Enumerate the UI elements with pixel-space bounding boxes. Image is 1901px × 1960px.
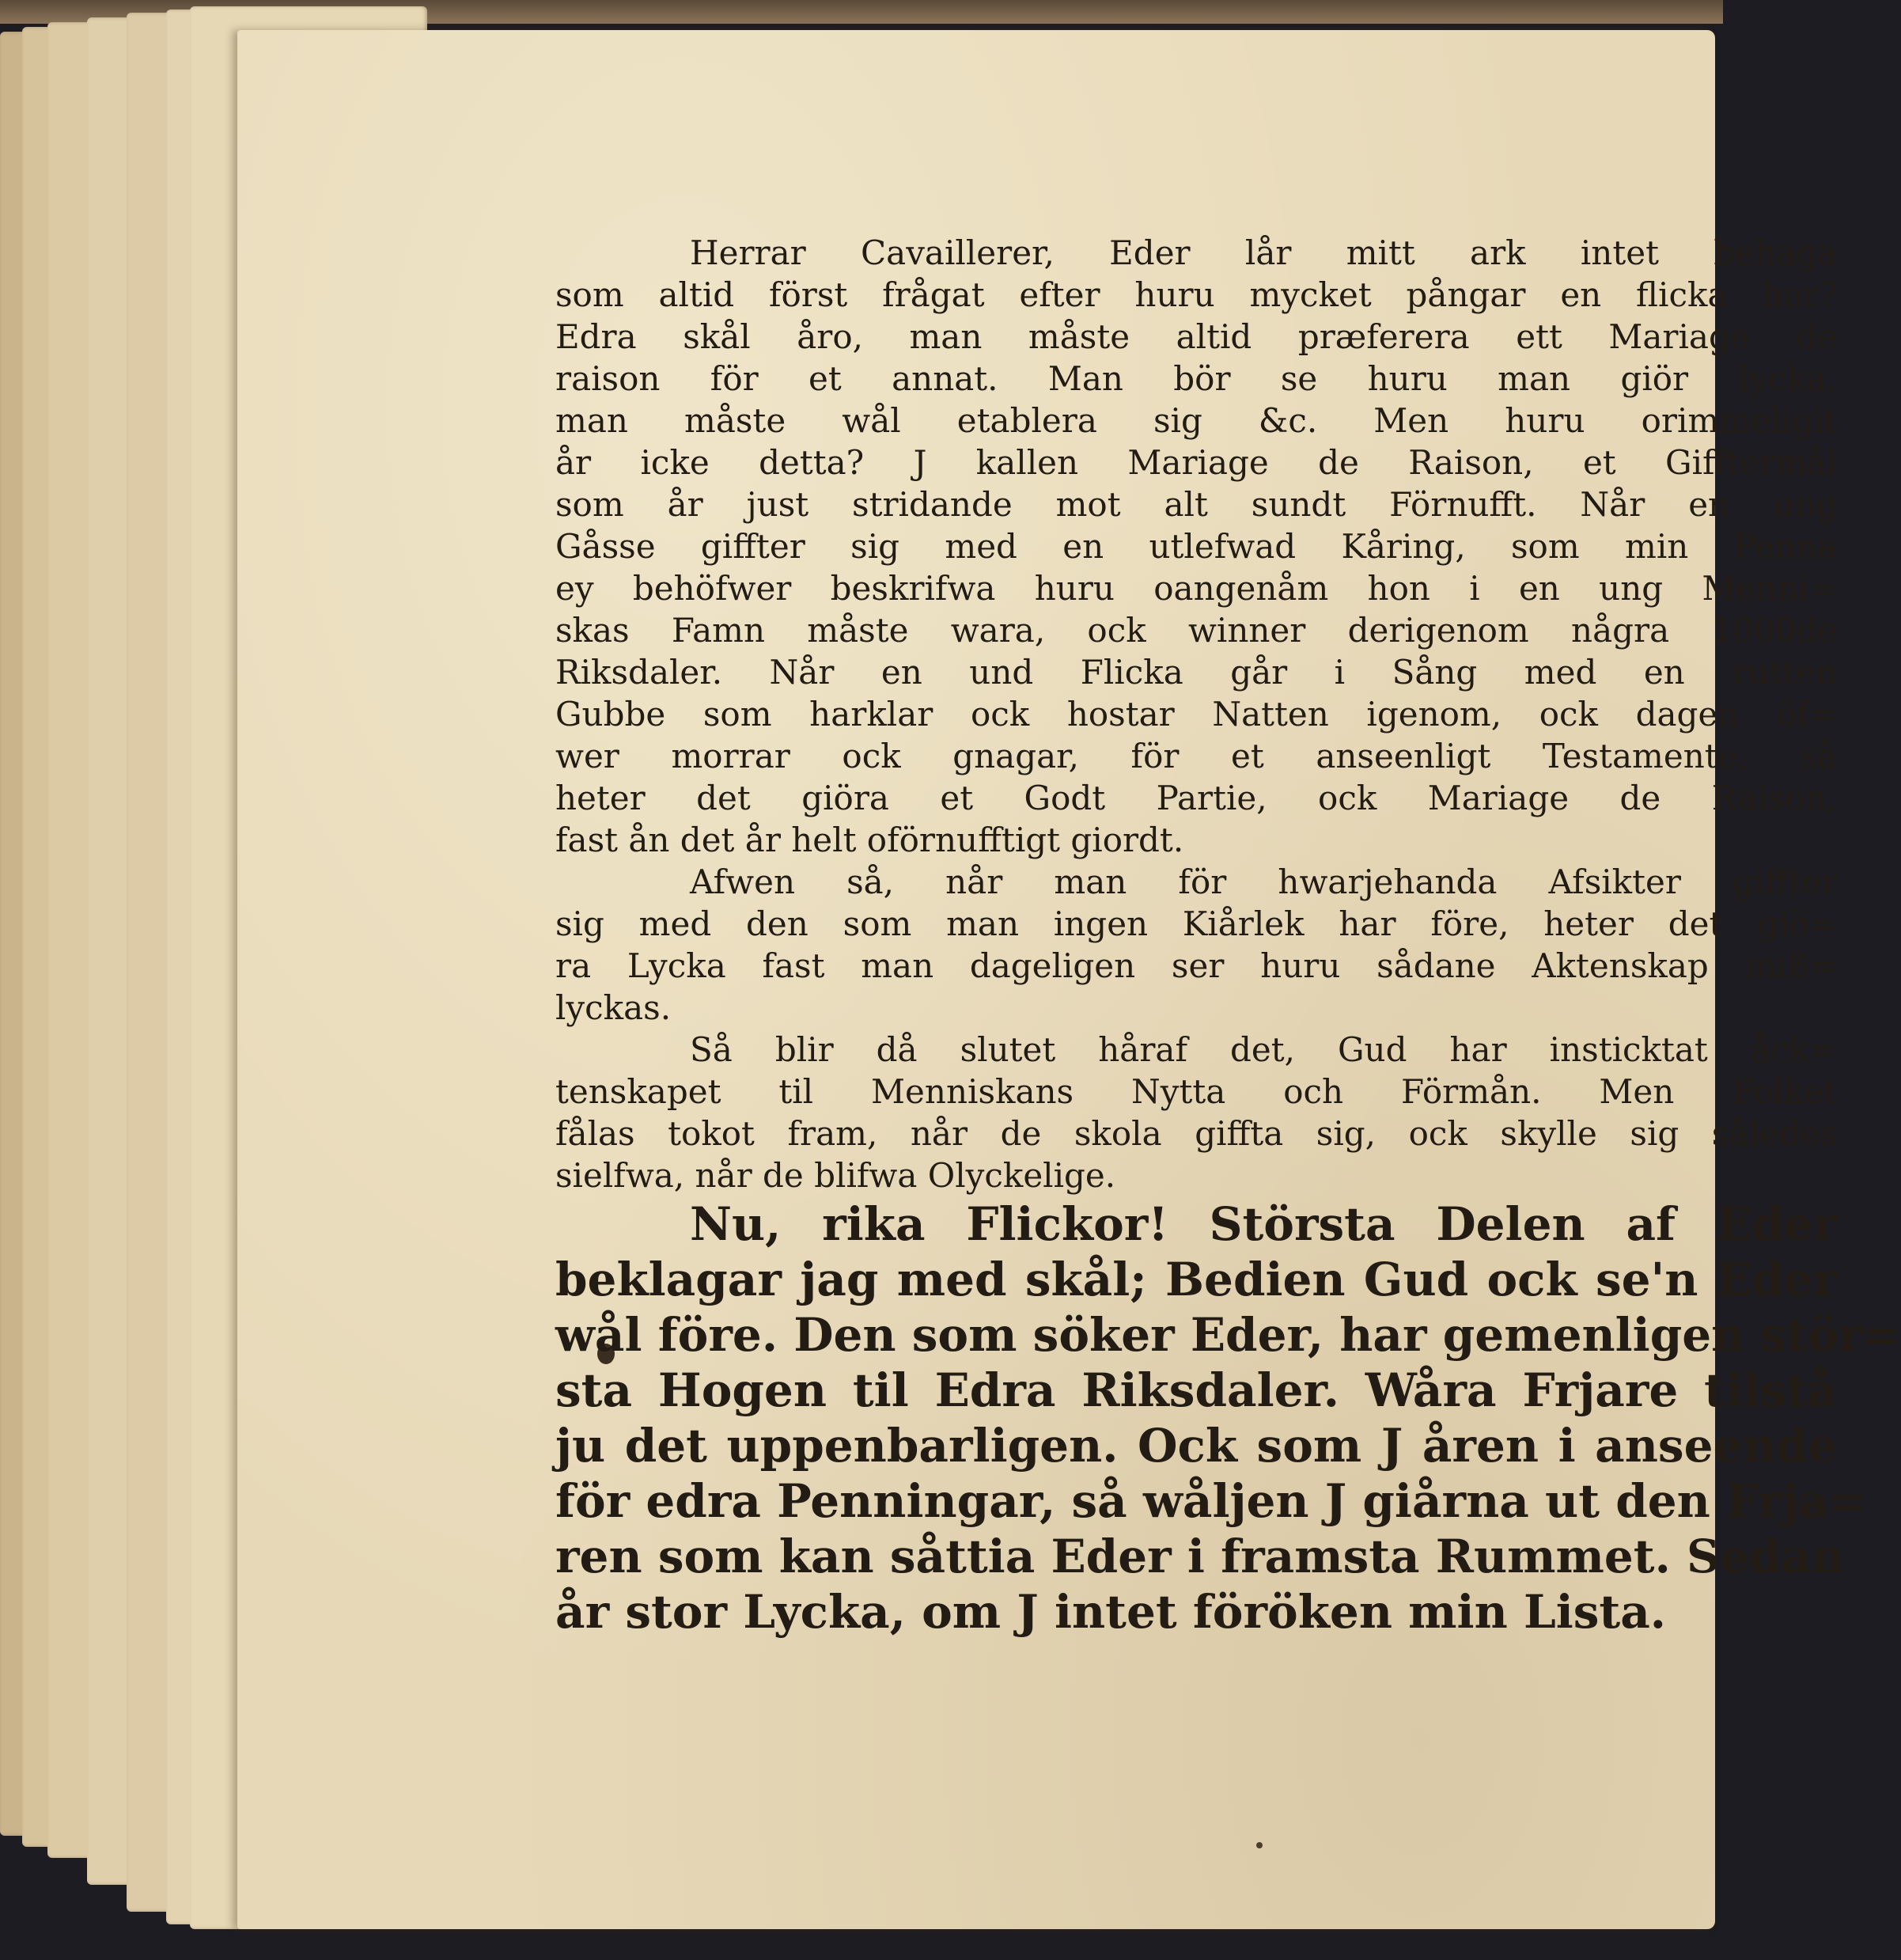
text-line: fålas tokot fram, når de skola giffta sig, ock skylle sig således [555,1114,1837,1153]
text-line: Så blir då slutet håraf det, Gud har insticktat åck= [690,1030,1837,1069]
ink-speck [1256,1842,1263,1848]
text-line: sielfwa, når de blifwa Olyckelige. [555,1156,1116,1195]
text-line: wål före. Den som söker Eder, har gemenligen stör= [555,1308,1901,1362]
text-line: heter det giöra et Godt Partie, ock Mariage de Raison, [555,779,1837,817]
text-line: Nu, rika Flickor! Största Delen af Eder [690,1197,1837,1251]
text-line: år stor Lycka, om J intet föröken min Lista. [555,1585,1666,1639]
text-line: Herrar Cavaillerer, Eder lår mitt ark intet behaga [690,233,1837,272]
text-line: Gåsse giffter sig med en utlefwad Kåring, som min Penna [555,527,1837,566]
book-page [237,30,1901,1929]
text-line: Edra skål åro, man måste altid præferera ett Mariage de [555,317,1837,356]
paragraph-3 [555,1029,1837,1196]
paragraph-2 [555,861,1837,1029]
text-line: ey behöfwer beskrifwa huru oangenåm hon i en ung Menni= [555,569,1837,608]
text-line: ra Lycka fast man dageligen ser huru sådane Aktenskap miß= [555,946,1837,985]
text-line: sig med den som man ingen Kiårlek har före, heter det giö= [555,904,1837,943]
text-line: man måste wål etablera sig &c. Men huru orimmeligit [555,401,1837,440]
text-line: år icke detta? J kallen Mariage de Raison, et Gifftermål [555,443,1837,482]
text-line: lyckas. [555,988,672,1027]
page-text [555,232,1901,1640]
paragraph-4 [555,1196,1901,1640]
text-line: för edra Penningar, så wåljen J giårna ut den Frja= [555,1474,1867,1528]
text-line: som år just stridande mot alt sundt Förnufft. Når en ung [555,485,1837,524]
text-line: Afwen så, når man för hwarjehanda Afsikter giffter [690,862,1837,901]
text-line: som altid först frågat efter huru mycket pångar en flicka har? [555,275,1837,314]
text-line: sta Hogen til Edra Riksdaler. Wåra Frjare tilstå [555,1363,1837,1417]
text-line: fast ån det år helt oförnufftigt giordt. [555,821,1184,859]
text-line: Gubbe som harklar ock hostar Natten igenom, ock dagen öf= [555,695,1837,734]
paragraph-1 [555,232,1837,861]
text-line: Riksdaler. Når en und Flicka går i Sång med en rutten [555,653,1837,692]
text-line: ren som kan såttia Eder i framsta Rummet. Sedan [555,1530,1845,1583]
text-line: wer morrar ock gnagar, för et anseenligt Testamente, så [555,737,1837,775]
text-line: tenskapet til Menniskans Nytta och Förmån. Men Folket [555,1072,1837,1111]
text-line: skas Famn måste wara, ock winner derigenom några 1000de [555,611,1837,650]
text-line: ju det uppenbarligen. Ock som J åren i anseende [555,1419,1837,1473]
text-line: beklagar jag med skål; Bedien Gud ock se'n Eder [555,1253,1837,1306]
text-line: raison för et annat. Man bör se huru man giör lycka, [555,359,1837,398]
